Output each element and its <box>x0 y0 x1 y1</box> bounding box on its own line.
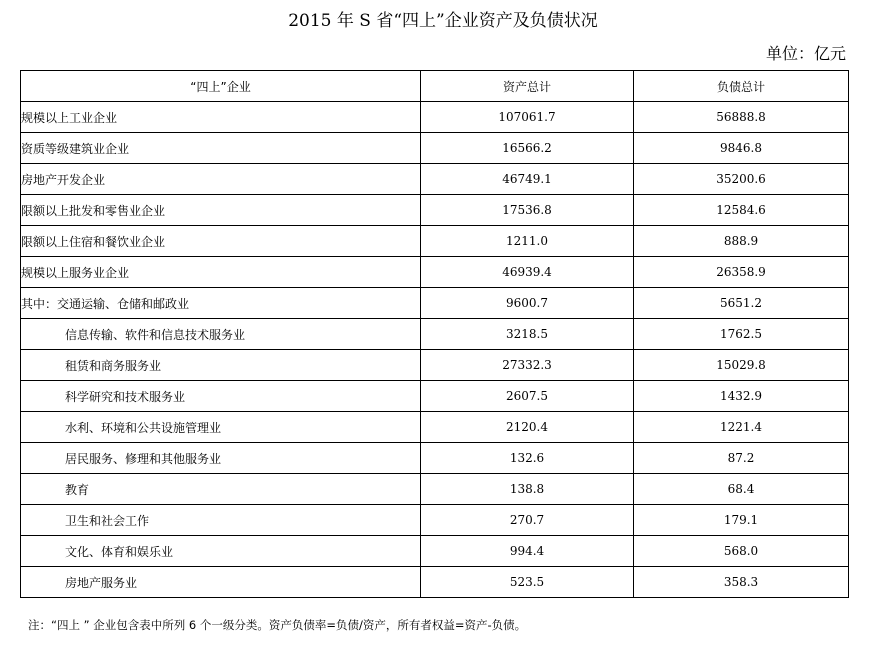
row-label: 卫生和社会工作 <box>21 505 421 536</box>
total-assets-cell: 107061.7 <box>421 102 634 133</box>
total-assets-cell: 523.5 <box>421 567 634 598</box>
table-row <box>21 536 849 567</box>
total-liabilities-cell: 56888.8 <box>634 102 849 133</box>
table-row <box>21 164 849 195</box>
row-label: 资质等级建筑业企业 <box>21 133 421 164</box>
row-label: 居民服务、修理和其他服务业 <box>21 443 421 474</box>
total-liabilities-cell: 568.0 <box>634 536 849 567</box>
table-row <box>21 288 849 319</box>
total-liabilities-cell: 1221.4 <box>634 412 849 443</box>
unit-label: 单位：亿元 <box>765 44 846 63</box>
total-liabilities-cell: 1432.9 <box>634 381 849 412</box>
assets-liabilities-table <box>20 70 849 598</box>
total-assets-cell: 46749.1 <box>421 164 634 195</box>
column-header-enterprise: “四上”企业 <box>21 71 421 102</box>
total-liabilities-cell: 5651.2 <box>634 288 849 319</box>
total-assets-cell: 46939.4 <box>421 257 634 288</box>
total-assets-cell: 2607.5 <box>421 381 634 412</box>
table-row <box>21 226 849 257</box>
total-liabilities-cell: 358.3 <box>634 567 849 598</box>
column-header-total-assets: 资产总计 <box>421 71 634 102</box>
column-header-total-liabilities: 负债总计 <box>634 71 849 102</box>
total-liabilities-cell: 68.4 <box>634 474 849 505</box>
total-assets-cell: 132.6 <box>421 443 634 474</box>
table-row <box>21 195 849 226</box>
table-row <box>21 381 849 412</box>
row-label: 文化、体育和娱乐业 <box>21 536 421 567</box>
total-assets-cell: 994.4 <box>421 536 634 567</box>
row-label: 信息传输、软件和信息技术服务业 <box>21 319 421 350</box>
total-assets-cell: 138.8 <box>421 474 634 505</box>
table-row <box>21 133 849 164</box>
total-assets-cell: 17536.8 <box>421 195 634 226</box>
row-label: 科学研究和技术服务业 <box>21 381 421 412</box>
table-row <box>21 505 849 536</box>
total-assets-cell: 270.7 <box>421 505 634 536</box>
total-assets-cell: 9600.7 <box>421 288 634 319</box>
total-assets-cell: 16566.2 <box>421 133 634 164</box>
row-label: 房地产服务业 <box>21 567 421 598</box>
row-label: 规模以上服务业企业 <box>21 257 421 288</box>
row-label: 教育 <box>21 474 421 505</box>
total-liabilities-cell: 9846.8 <box>634 133 849 164</box>
total-liabilities-cell: 15029.8 <box>634 350 849 381</box>
table-row <box>21 102 849 133</box>
row-label: 水利、环境和公共设施管理业 <box>21 412 421 443</box>
total-assets-cell: 2120.4 <box>421 412 634 443</box>
row-label: 限额以上批发和零售业企业 <box>21 195 421 226</box>
page-title: 2015 年 S 省“四上”企业资产及负债状况 <box>288 11 598 31</box>
table-row <box>21 567 849 598</box>
row-label: 其中：交通运输、仓储和邮政业 <box>21 288 421 319</box>
table-header-row <box>21 71 849 102</box>
total-assets-cell: 27332.3 <box>421 350 634 381</box>
row-label: 房地产开发企业 <box>21 164 421 195</box>
total-liabilities-cell: 12584.6 <box>634 195 849 226</box>
total-liabilities-cell: 888.9 <box>634 226 849 257</box>
total-liabilities-cell: 1762.5 <box>634 319 849 350</box>
footnote: 注：“四上 ” 企业包含表中所列 6 个一级分类。资产负债率=负债/资产，所有者权益=资产-负债。 <box>28 618 527 632</box>
total-liabilities-cell: 179.1 <box>634 505 849 536</box>
table-row <box>21 443 849 474</box>
row-label: 租赁和商务服务业 <box>21 350 421 381</box>
total-assets-cell: 1211.0 <box>421 226 634 257</box>
row-label: 规模以上工业企业 <box>21 102 421 133</box>
total-assets-cell: 3218.5 <box>421 319 634 350</box>
total-liabilities-cell: 26358.9 <box>634 257 849 288</box>
table-row <box>21 474 849 505</box>
total-liabilities-cell: 35200.6 <box>634 164 849 195</box>
table-row <box>21 257 849 288</box>
total-liabilities-cell: 87.2 <box>634 443 849 474</box>
row-label: 限额以上住宿和餐饮业企业 <box>21 226 421 257</box>
table-row <box>21 350 849 381</box>
table-row <box>21 319 849 350</box>
table-row <box>21 412 849 443</box>
